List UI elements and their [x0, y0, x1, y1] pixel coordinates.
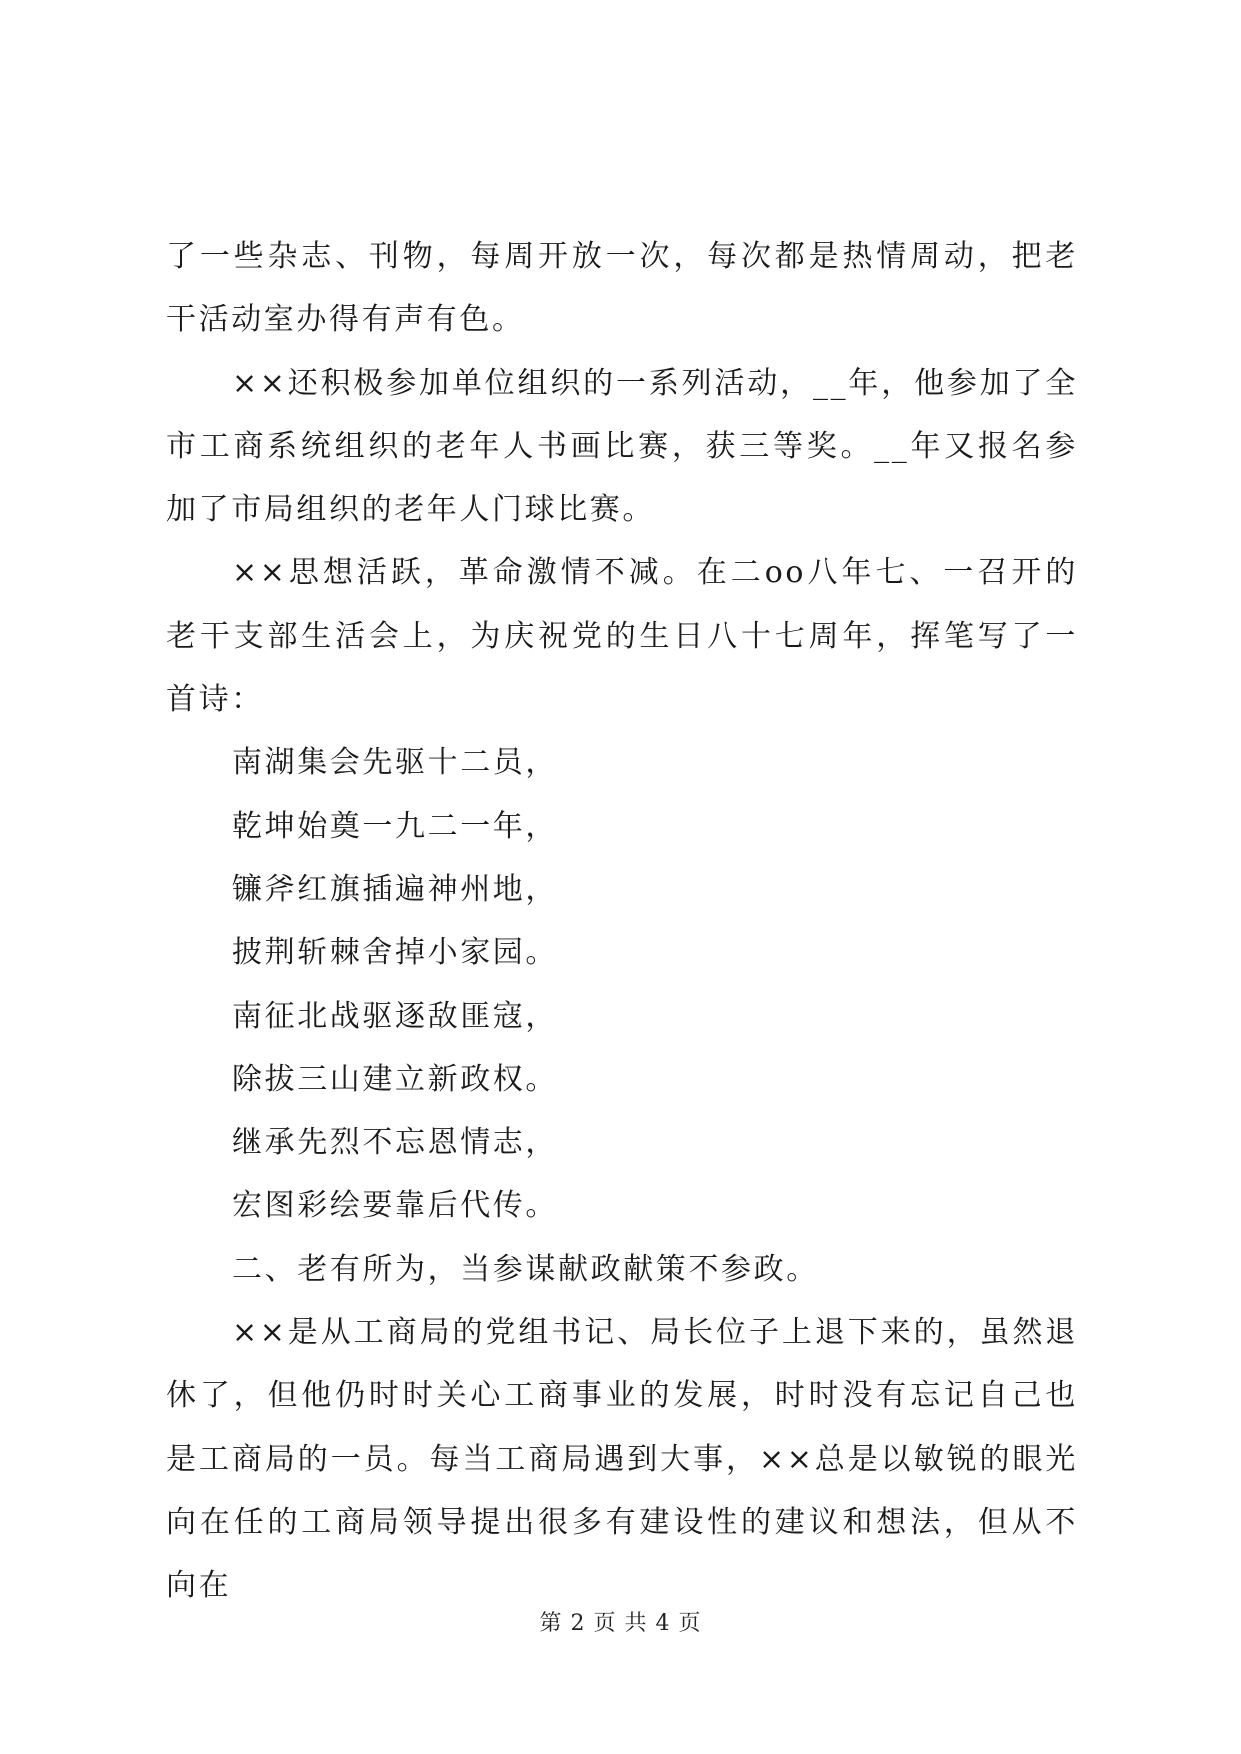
- poem-line: 披荆斩棘舍掉小家园。: [232, 935, 558, 971]
- poem-line: 乾坤始奠一九二一年，: [232, 808, 558, 844]
- poem-line: 宏图彩绘要靠后代传。: [232, 1188, 558, 1224]
- poem-line: 南征北战驱逐敌匪寇，: [232, 998, 558, 1034]
- poem-line: 继承先烈不忘恩情志，: [232, 1125, 558, 1161]
- page-number-footer: 第 2 页 共 4 页: [539, 1611, 702, 1636]
- poem-line: 镰斧红旗插遍神州地，: [232, 871, 558, 907]
- poem-line: 南湖集会先驱十二员，: [232, 745, 558, 781]
- poem: [166, 731, 1078, 1237]
- poem-line: 除拔三山建立新政权。: [232, 1061, 558, 1097]
- paragraph-activities: ××还积极参加单位组织的一系列活动，__年，他参加了全市工商系统组织的老年人书画比赛，获三等奖。__年又报名参加了市局组织的老年人门球比赛。: [166, 365, 1078, 528]
- paragraph-continued: 了一些杂志、刊物，每周开放一次，每次都是热情周动，把老干活动室办得有声有色。: [166, 239, 1078, 338]
- paragraph-advice: ××是从工商局的党组书记、局长位子上退下来的，虽然退休了，但他仍时时关心工商事业的发展，时时没有忘记自己也是工商局的一员。每当工商局遇到大事，××总是以敏锐的眼光向在任的工商局领导提出很多有建设性的建议和想法，但从不向在: [166, 1315, 1078, 1604]
- section-heading: 二、老有所为，当参谋献政献策不参政。: [232, 1251, 819, 1287]
- paragraph-poem-intro: ××思想活跃，革命激情不减。在二oo八年七、一召开的老干支部生活会上，为庆祝党的生日八十七周年，挥笔写了一首诗：: [166, 555, 1078, 718]
- document-body: [166, 225, 1078, 1618]
